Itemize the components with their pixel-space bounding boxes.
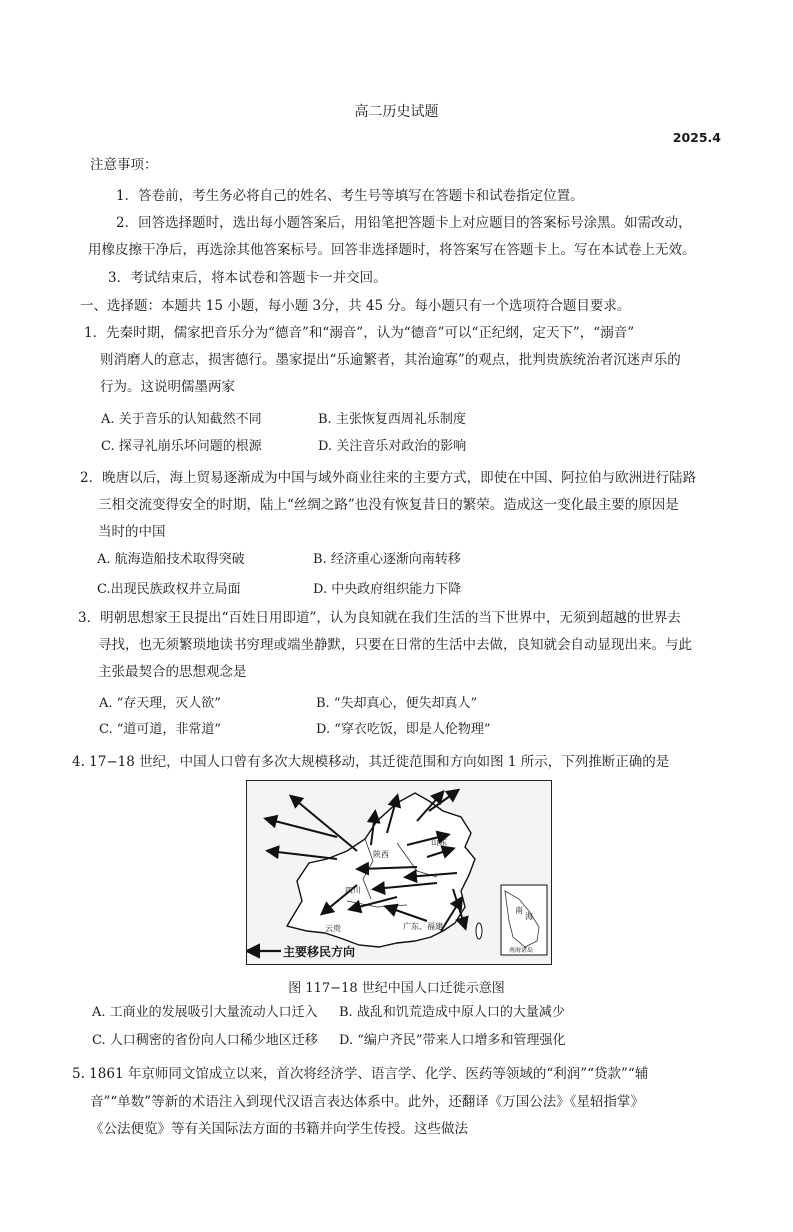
inset-label-2: 海: [525, 912, 533, 921]
arrow-nw-2: [267, 819, 337, 837]
label-shandong: 山东: [431, 838, 447, 847]
notice-item-1: 1．答卷前，考生务必将自己的姓名、考生号等填写在答题卡和试卷指定位置。: [116, 188, 584, 204]
q1-option-c: C. 探寻礼崩乐坏问题的根源: [101, 439, 262, 454]
q2-option-d: D. 中央政府组织能力下降: [313, 582, 462, 597]
q3-option-b: B. “失却真心，便失却真人”: [316, 696, 478, 711]
q2-option-c: C.出现民族政权并立局面: [97, 582, 241, 597]
label-yungui: 云贵: [325, 924, 341, 933]
q1-stem-line-1: 1．先秦时期，儒家把音乐分为“德音”和“溺音”，认为“德音”可以“正纪纲，定天下”，“溺音”: [84, 325, 635, 341]
exam-date: 2025.4: [672, 130, 721, 145]
q3-stem-line-2: 寻找，也无须繁琐地读书穷理或端坐静默，只要在日常的生活中去做，良知就会自动显现出来。与此: [98, 637, 692, 653]
q2-option-a: A. 航海造船技术取得突破: [97, 552, 245, 567]
arrow-ne-2: [429, 791, 457, 811]
label-guangdong-fujian: 广东、福建: [403, 922, 443, 931]
q4-option-c: C. 人口稠密的省份向人口稀少地区迁移: [92, 1033, 318, 1048]
notice-item-2-line-1: 2．回答选择题时，选出每小题答案后，用铅笔把答题卡上对应题目的答案标号涂黑。如需改动，: [116, 215, 692, 231]
migration-map: [246, 780, 552, 965]
arrow-w-1: [269, 851, 337, 859]
exam-title: 高二历史试题: [354, 104, 439, 120]
legend-label: 主要移民方向: [283, 945, 356, 959]
q4-stem: 4. 17−18 世纪，中国人口曾有多次大规模移动，其迁徙范围和方向如图 1 所示，下列推断正确的是: [72, 754, 670, 770]
q5-stem-line-2: 音”“单数”等新的术语注入到现代汉语言表达体系中。此外，还翻译《万国公法》《星轺指掌》: [90, 1094, 644, 1110]
q3-option-c: C. “道可道，非常道”: [99, 722, 222, 737]
q2-stem-line-3: 当时的中国: [98, 524, 166, 540]
q4-option-d: D. “编户齐民”带来人口增多和管理强化: [339, 1033, 566, 1048]
q1-stem-line-2: 则消磨人的意志，损害德行。墨家提出“乐逾繁者，其治逾寡”的观点，批判贵族统治者沉迷声乐的: [100, 352, 681, 368]
inset-map-frame: [501, 885, 547, 955]
figure-caption: 图 117−18 世纪中国人口迁徙示意图: [288, 981, 505, 996]
q4-option-a: A. 工商业的发展吸引大量流动人口迁入: [92, 1005, 318, 1020]
label-shaanxi: 陕西: [373, 850, 389, 859]
label-sichuan: 四川: [345, 886, 361, 895]
notice-item-2-line-2: 用橡皮擦干净后，再选涂其他答案标号。回答非选择题时，将答案写在答题卡上。写在本试卷上无效。: [88, 242, 696, 258]
q2-option-b: B. 经济重心逐渐向南转移: [313, 552, 461, 567]
arrow-nw-1: [292, 797, 357, 851]
inset-caption: 南海诸岛: [509, 947, 534, 954]
q4-option-b: B. 战乱和饥荒造成中原人口的大量减少: [339, 1005, 565, 1020]
q1-option-d: D. 关注音乐对政治的影响: [318, 439, 467, 454]
migration-map-graphic: [247, 781, 551, 964]
q3-option-d: D. “穿衣吃饭，即是人伦物理”: [316, 722, 491, 737]
q1-option-b: B. 主张恢复西周礼乐制度: [318, 412, 466, 427]
q2-stem-line-1: 2．晚唐以后，海上贸易逐渐成为中国与域外商业往来的主要方式，即使在中国、阿拉伯与欧洲进行陆路: [80, 470, 697, 486]
q3-option-a: A. “存天理，灭人欲”: [99, 696, 221, 711]
section-heading: 一、选择题：本题共 15 小题，每小题 3分，共 45 分。每小题只有一个选项符合题目要求。: [80, 298, 631, 314]
q3-stem-line-3: 主张最契合的思想观念是: [98, 664, 247, 680]
q5-stem-line-1: 5. 1861 年京师同文馆成立以来，首次将经济学、语言学、化学、医药等领域的“利润”“贷款”“辅: [72, 1066, 649, 1082]
q3-stem-line-1: 3．明朝思想家王艮提出“百姓日用即道”，认为良知就在我们生活的当下世界中，无须到超越的世界去: [78, 610, 681, 626]
q1-option-a: A. 关于音乐的认知截然不同: [101, 412, 262, 427]
inset-label-1: 南: [515, 906, 523, 915]
notice-item-3: 3．考试结束后，将本试卷和答题卡一并交回。: [108, 270, 387, 286]
q2-stem-line-2: 三相交流变得安全的时期，陆上“丝绸之路”也没有恢复昔日的繁荣。造成这一变化最主要的原因是: [98, 497, 679, 513]
q5-stem-line-3: 《公法便览》等有关国际法方面的书籍并向学生传授。这些做法: [90, 1121, 468, 1137]
notice-heading: 注意事项：: [90, 157, 158, 173]
q1-stem-line-3: 行为。这说明儒墨两家: [100, 379, 235, 395]
